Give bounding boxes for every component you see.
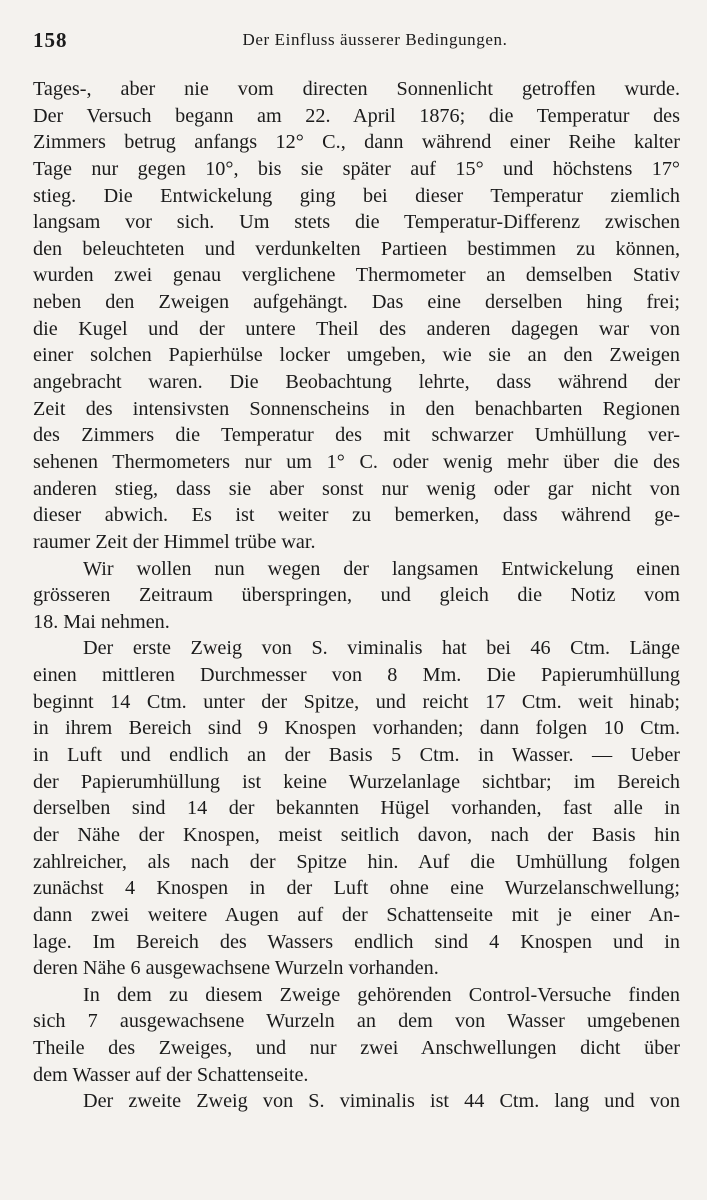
text-line: grösseren Zeitraum überspringen, und gleich die Notiz vom	[33, 584, 680, 607]
text-line: stieg. Die Entwickelung ging bei dieser Temperatur ziemlich	[33, 184, 680, 207]
text-line: zunächst 4 Knospen in der Luft ohne eine Wurzelanschwellung;	[33, 877, 680, 900]
text-line: angebracht waren. Die Beobachtung lehrte, dass während der	[33, 371, 680, 394]
text-line: den beleuchteten und verdunkelten Partieen bestimmen zu können,	[33, 237, 680, 260]
paragraph	[33, 76, 680, 556]
text-line: des Zimmers die Temperatur des mit schwarzer Umhüllung ver-	[33, 424, 680, 447]
text-line: Tage nur gegen 10°, bis sie später auf 15° und höchstens 17°	[33, 157, 680, 180]
text-line: langsam vor sich. Um stets die Temperatur-Differenz zwischen	[33, 211, 680, 234]
text-line: anderen stieg, dass sie aber sonst nur wenig oder gar nicht von	[33, 477, 680, 500]
page-header	[33, 28, 677, 58]
page-body	[33, 76, 680, 1115]
text-line: neben den Zweigen aufgehängt. Das eine derselben hing frei;	[33, 291, 680, 314]
text-line: dann zwei weitere Augen auf der Schattenseite mit je einer An-	[33, 903, 680, 926]
text-line: in ihrem Bereich sind 9 Knospen vorhanden; dann folgen 10 Ctm.	[33, 717, 680, 740]
text-line: Zimmers betrug anfangs 12° C., dann während einer Reihe kalter	[33, 131, 680, 154]
text-line: Tages-, aber nie vom directen Sonnenlicht getroffen wurde.	[33, 78, 680, 100]
running-title: Der Einfluss äusserer Bedingungen.	[242, 30, 508, 49]
text-line: Wir wollen nun wegen der langsamen Entwickelung einen	[83, 557, 680, 580]
text-line: dem Wasser auf der Schattenseite.	[33, 1063, 309, 1086]
page-number: 158	[33, 28, 68, 52]
paragraph	[33, 556, 680, 636]
text-line: Der Versuch begann am 22. April 1876; die Temperatur des	[33, 104, 680, 127]
text-line: Der erste Zweig von S. viminalis hat bei 46 Ctm. Länge	[83, 637, 680, 660]
text-line: einen mittleren Durchmesser von 8 Mm. Die Papierumhüllung	[33, 664, 680, 687]
text-line: einer solchen Papierhülse locker umgeben, wie sie an den Zweigen	[33, 344, 680, 367]
paragraph	[33, 1088, 680, 1115]
text-line: in Luft und endlich an der Basis 5 Ctm. in Wasser. — Ueber	[33, 744, 680, 767]
text-line: der Nähe der Knospen, meist seitlich davon, nach der Basis hin	[33, 823, 680, 846]
text-line: die Kugel und der untere Theil des anderen dagegen war von	[33, 317, 680, 340]
text-line: Der zweite Zweig von S. viminalis ist 44 Ctm. lang und von	[83, 1090, 680, 1113]
text-line: wurden zwei genau verglichene Thermometer an demselben Stativ	[33, 264, 680, 287]
paragraph	[33, 982, 680, 1089]
text-line: lage. Im Bereich des Wassers endlich sind 4 Knospen und in	[33, 930, 680, 953]
text-line: Theile des Zweiges, und nur zwei Anschwellungen dicht über	[33, 1037, 680, 1060]
text-line: sehenen Thermometers nur um 1° C. oder wenig mehr über die des	[33, 450, 680, 473]
text-line: zahlreicher, als nach der Spitze hin. Auf die Umhüllung folgen	[33, 850, 680, 873]
text-line: Zeit des intensivsten Sonnenscheins in den benachbarten Regionen	[33, 397, 680, 420]
text-line: dieser abwich. Es ist weiter zu bemerken, dass während ge-	[33, 504, 680, 527]
text-line: sich 7 ausgewachsene Wurzeln an dem von Wasser umgebenen	[33, 1010, 680, 1033]
text-line: raumer Zeit der Himmel trübe war.	[33, 530, 316, 553]
text-line: beginnt 14 Ctm. unter der Spitze, und reicht 17 Ctm. weit hinab;	[33, 690, 680, 713]
text-line: deren Nähe 6 ausgewachsene Wurzeln vorhanden.	[33, 957, 439, 980]
text-line: derselben sind 14 der bekannten Hügel vorhanden, fast alle in	[33, 797, 680, 820]
paragraph	[33, 635, 680, 981]
text-line: In dem zu diesem Zweige gehörenden Control-Versuche finden	[83, 983, 680, 1006]
text-line: der Papierumhüllung ist keine Wurzelanlage sichtbar; im Bereich	[33, 770, 680, 793]
text-line: 18. Mai nehmen.	[33, 610, 170, 633]
